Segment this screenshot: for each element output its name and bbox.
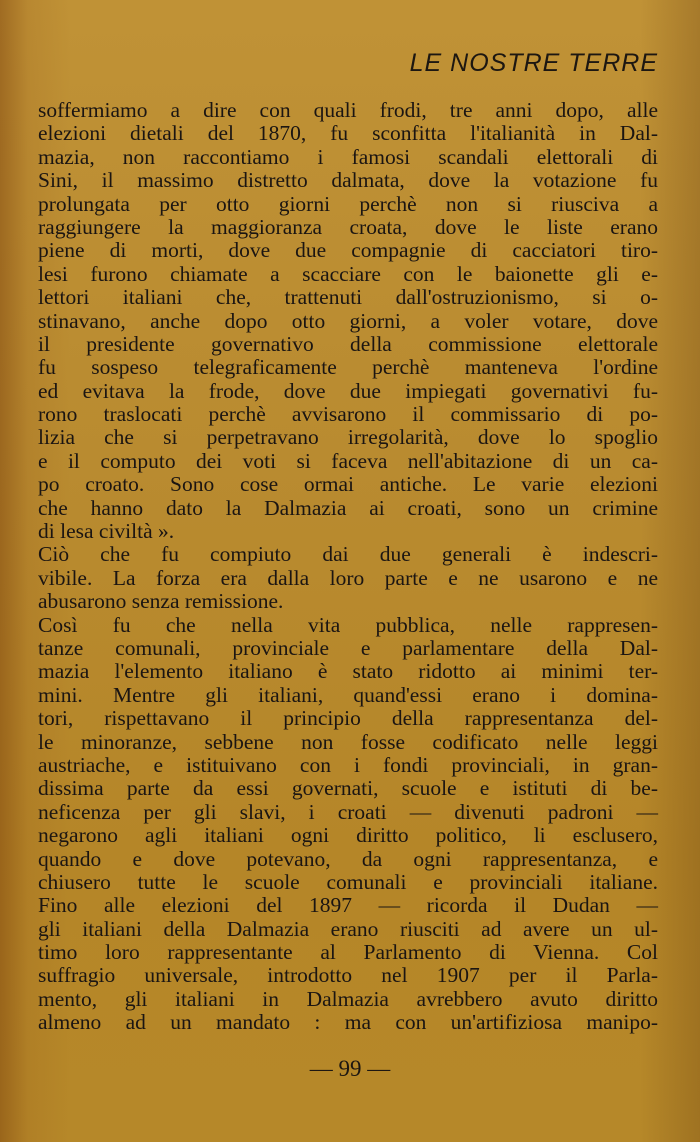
text-line: mazia l'elemento italiano è stato ridotto ai minimi ter-: [38, 659, 658, 684]
text-line: neficenza per gli slavi, i croati — divenuti padroni —: [38, 799, 658, 824]
page-number: — 99 —: [309, 1056, 391, 1081]
text-line: lizia che si perpetravano irregolarità, dove lo spoglio: [38, 425, 658, 450]
text-line: fu sospeso telegraficamente perchè manteneva l'ordine: [38, 355, 658, 380]
text-line: quando e dove potevano, da ogni rappresentanza, e: [38, 846, 658, 871]
text-line: rono traslocati perchè avvisarono il commissario di po-: [38, 402, 658, 427]
text-line: chiusero tutte le scuole comunali e provinciali italiane.: [38, 869, 658, 894]
text-line: Così fu che nella vita pubblica, nelle rappresen-: [38, 612, 658, 637]
text-line: po croato. Sono cose ormai antiche. Le varie elezioni: [38, 472, 658, 497]
text-line: lettori italiani che, trattenuti dall'ostruzionismo, si o-: [38, 285, 658, 310]
text-line: gli italiani della Dalmazia erano riusciti ad avere un ul-: [38, 916, 658, 941]
text-line: raggiungere la maggioranza croata, dove le liste erano: [38, 214, 658, 239]
text-line: tanze comunali, provinciale e parlamentare della Dal-: [38, 635, 658, 660]
text-line: mini. Mentre gli italiani, quand'essi erano i domina-: [38, 682, 658, 707]
body-text: [38, 99, 658, 1035]
text-line: di lesa civiltà ».: [38, 519, 175, 544]
text-line: timo loro rappresentante al Parlamento di Vienna. Col: [38, 940, 658, 965]
text-line: negarono agli italiani ogni diritto politico, li esclusero,: [38, 823, 658, 848]
text-line: il presidente governativo della commissione elettorale: [38, 331, 658, 356]
text-line: austriache, e istituivano con i fondi provinciali, in gran-: [38, 752, 658, 777]
text-line: soffermiamo a dire con quali frodi, tre anni dopo, alle: [38, 98, 658, 122]
text-line: piene di morti, dove due compagnie di cacciatori tiro-: [38, 238, 658, 263]
text-line: mazia, non raccontiamo i famosi scandali elettorali di: [38, 144, 658, 169]
text-line: le minoranze, sebbene non fosse codificato nelle leggi: [38, 729, 658, 754]
text-line: elezioni dietali del 1870, fu sconfitta l'italianità in Dal-: [38, 121, 658, 146]
text-line: vibile. La forza era dalla loro parte e ne usarono e ne: [38, 565, 658, 590]
text-line: stinavano, anche dopo otto giorni, a voler votare, dove: [38, 308, 658, 333]
text-line: prolungata per otto giorni perchè non si riusciva a: [38, 191, 658, 216]
text-line: lesi furono chiamate a scacciare con le baionette gli e-: [38, 261, 658, 286]
text-line: Ciò che fu compiuto dai due generali è indescri-: [38, 542, 658, 567]
text-line: almeno ad un mandato : ma con un'artifiziosa manipo-: [38, 1010, 658, 1035]
text-line: Sini, il massimo distretto dalmata, dove la votazione fu: [38, 168, 658, 193]
text-line: che hanno dato la Dalmazia ai croati, sono un crimine: [38, 495, 658, 520]
text-line: suffragio universale, introdotto nel 1907 per il Parla-: [38, 963, 658, 988]
text-line: dissima parte da essi governati, scuole e istituti di be-: [38, 776, 658, 801]
text-line: abusarono senza remissione.: [38, 589, 284, 614]
text-line: ed evitava la frode, dove due impiegati governativi fu-: [38, 378, 658, 403]
text-line: e il computo dei voti si faceva nell'abitazione di un ca-: [38, 448, 658, 473]
running-title: LE NOSTRE TERRE: [409, 49, 658, 77]
text-line: tori, rispettavano il principio della rappresentanza del-: [38, 706, 658, 731]
text-line: Fino alle elezioni del 1897 — ricorda il Dudan —: [38, 893, 658, 918]
text-line: mento, gli italiani in Dalmazia avrebbero avuto diritto: [38, 986, 658, 1011]
